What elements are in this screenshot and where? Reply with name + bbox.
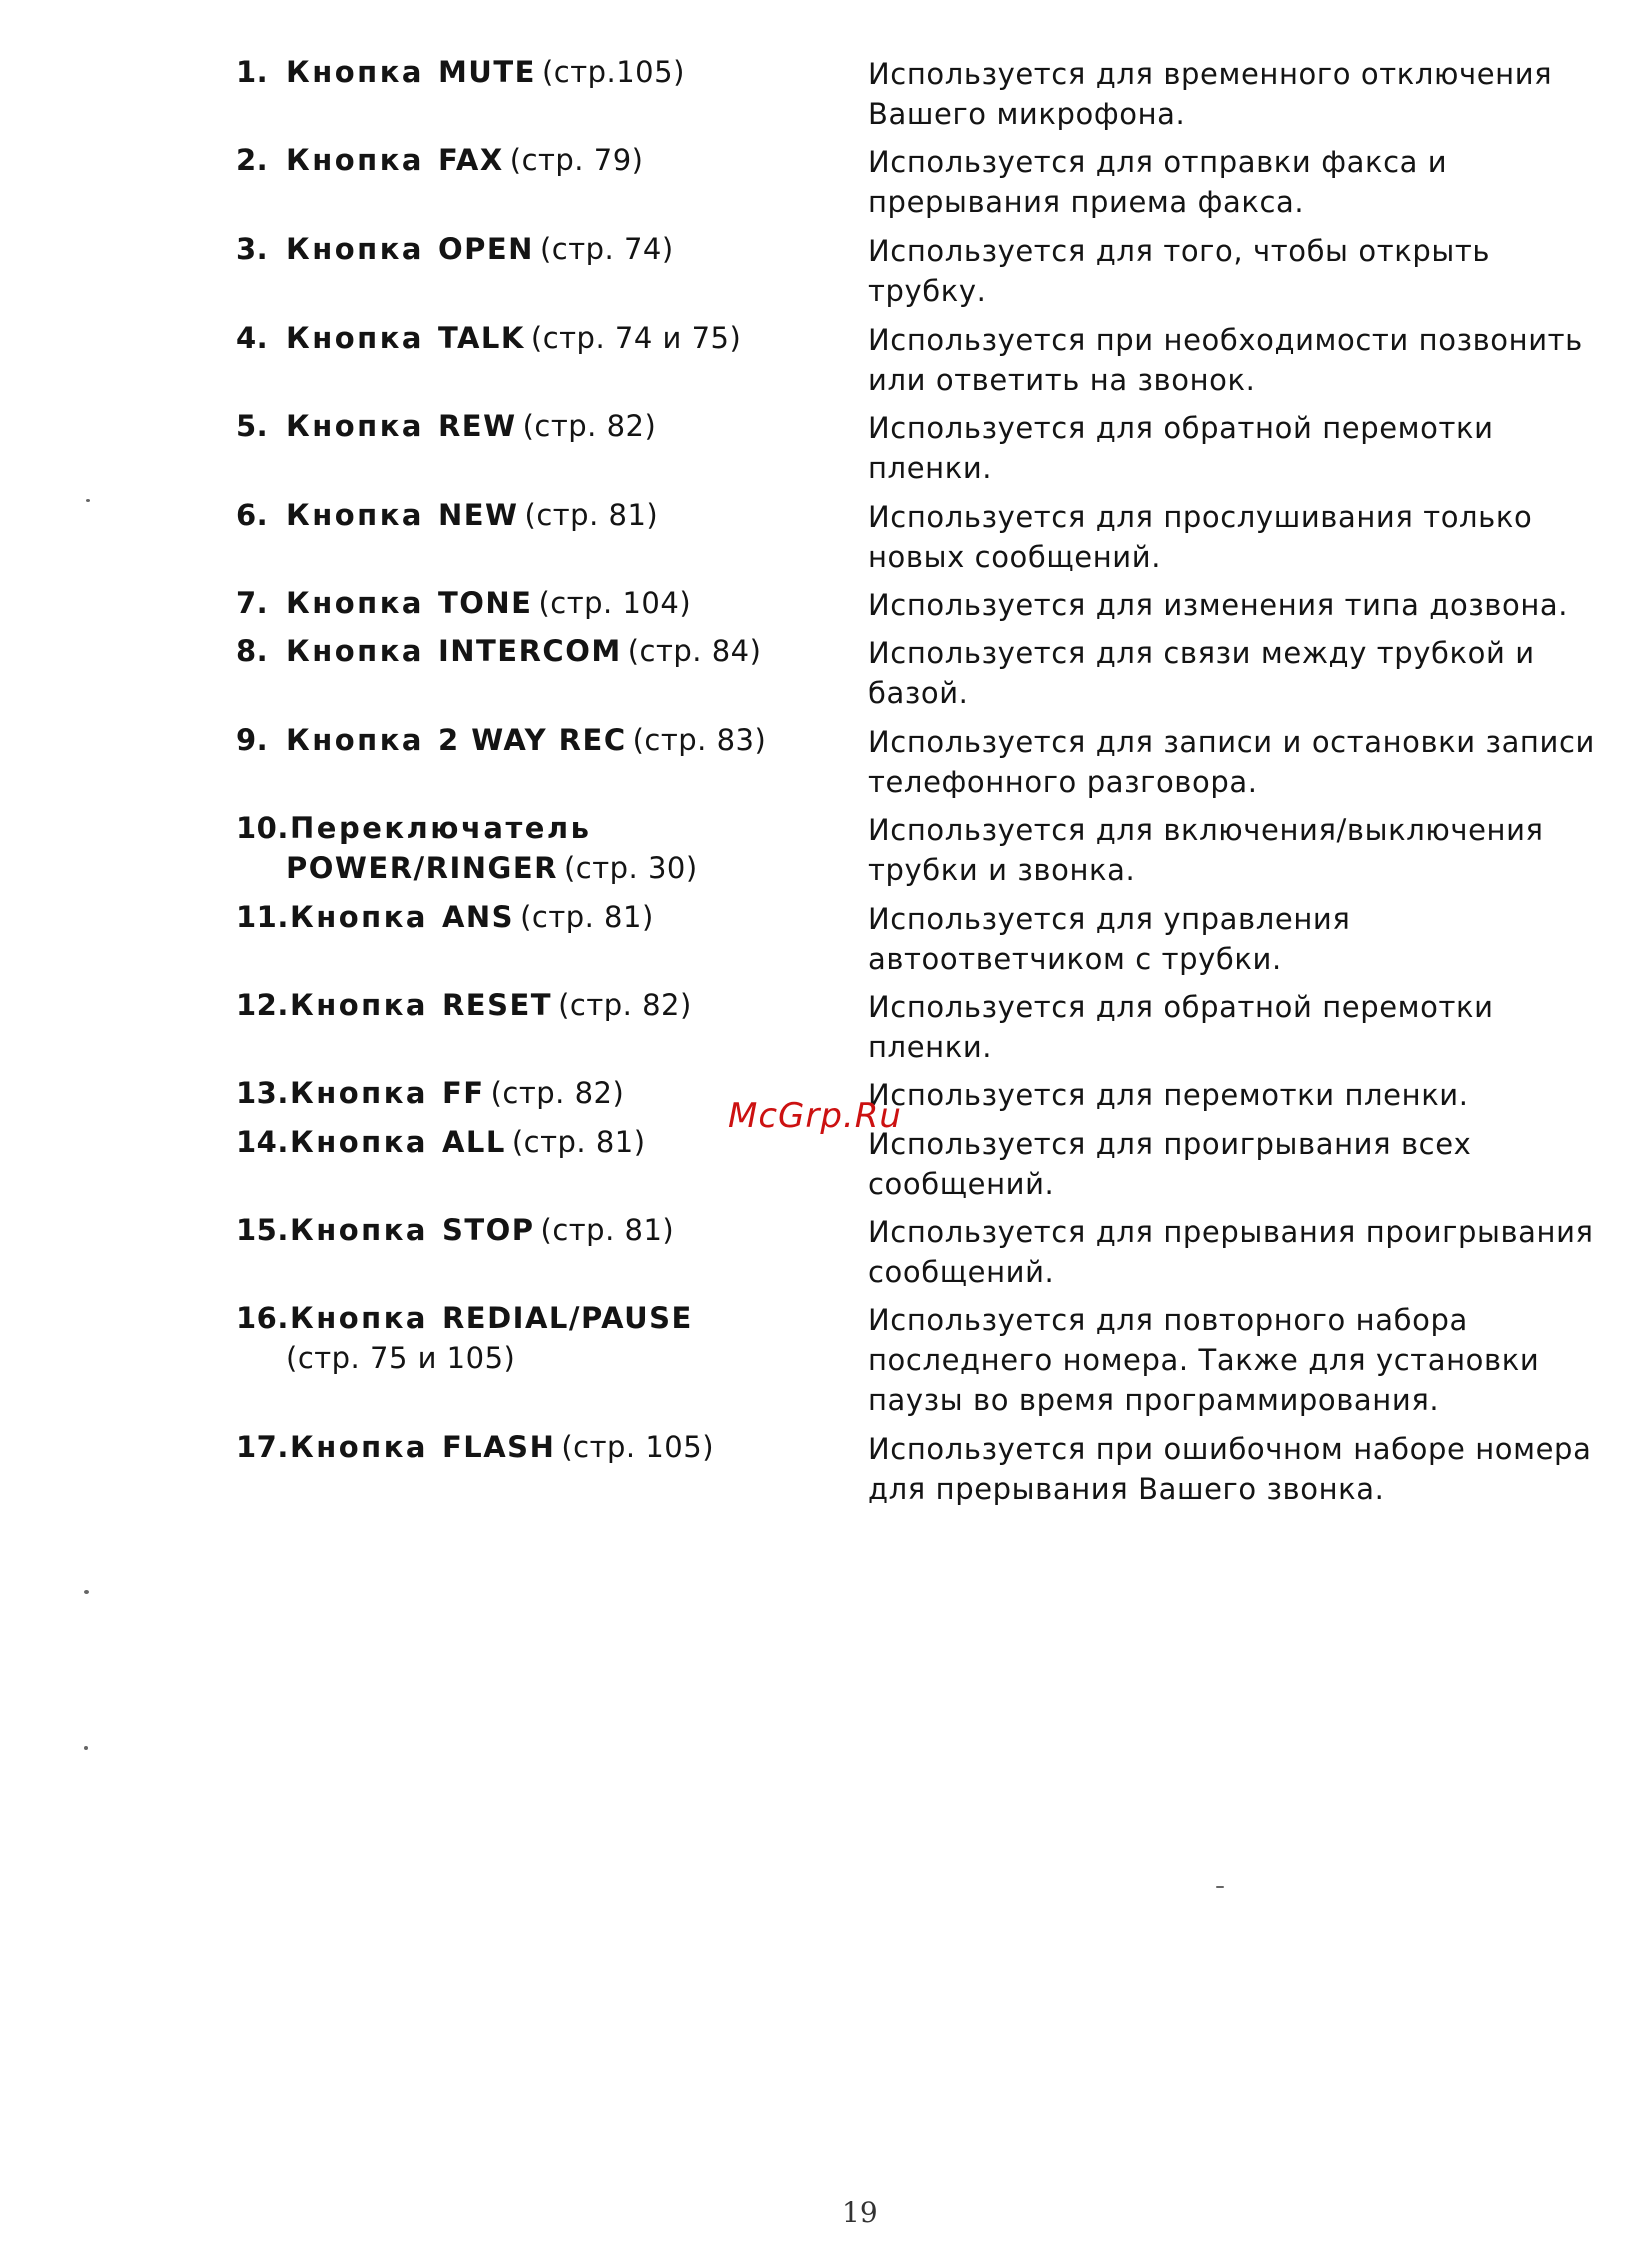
item-number: 15. <box>236 1213 289 1247</box>
button-name: STOP <box>441 1213 535 1247</box>
button-name: OPEN <box>437 232 534 266</box>
item-description: Используется для проигрывания всех сообщений. <box>868 1127 1472 1201</box>
item-keyword: Кнопка <box>290 1076 428 1110</box>
page-number: 19 <box>842 2196 878 2229</box>
button-name: TALK <box>437 321 525 355</box>
item-number: 4. <box>236 321 269 355</box>
item-keyword: Кнопка <box>290 1430 428 1464</box>
item-keyword: Кнопка <box>286 55 424 89</box>
item-term-line2 <box>236 1338 836 1378</box>
item-description: Используется для записи и остановки записи телефонного разговора. <box>868 725 1595 799</box>
page-reference: (стр. 104) <box>538 586 692 620</box>
item-keyword: Кнопка <box>290 1213 428 1247</box>
item-number: 3. <box>236 232 269 266</box>
page-reference: (стр. 81) <box>540 1213 675 1247</box>
page-reference: (стр.105) <box>541 55 685 89</box>
item-description: Используется для временного отключения Вашего микрофона. <box>868 57 1553 131</box>
item-term <box>236 1427 836 1467</box>
item-description: Используется для повторного набора последнего номера. Также для установки паузы во время программирования. <box>868 1303 1540 1417</box>
item-number: 2. <box>236 143 269 177</box>
item-description: Используется для обратной перемотки пленки. <box>868 411 1494 485</box>
button-name: FAX <box>437 143 504 177</box>
page-reference: (стр. 105) <box>561 1430 715 1464</box>
item-description: Используется для того, чтобы открыть трубку. <box>868 234 1491 308</box>
item-keyword: Кнопка <box>286 634 424 668</box>
item-term <box>236 583 836 623</box>
button-name: ANS <box>441 900 515 934</box>
item-keyword: Переключатель <box>290 811 592 845</box>
item-description: Используется для перемотки пленки. <box>868 1078 1469 1112</box>
item-term <box>236 1298 836 1378</box>
item-keyword: Кнопка <box>286 498 424 532</box>
item-number: 9. <box>236 723 269 757</box>
item-number: 16. <box>236 1301 289 1335</box>
item-term <box>236 229 836 269</box>
item-description: Используется при ошибочном наборе номера для прерывания Вашего звонка. <box>868 1432 1592 1506</box>
item-term <box>236 140 836 180</box>
watermark: McGrp.Ru <box>728 1096 902 1136</box>
item-number: 8. <box>236 634 269 668</box>
item-term <box>236 406 836 446</box>
scan-speck <box>1216 1886 1224 1888</box>
item-term <box>236 318 836 358</box>
button-name: 2 WAY REC <box>437 723 627 757</box>
page-reference: (стр. 81) <box>520 900 654 934</box>
item-number: 1. <box>236 55 269 89</box>
item-keyword: Кнопка <box>290 900 428 934</box>
page-reference: (стр. 81) <box>511 1125 646 1159</box>
item-number: 10. <box>236 811 289 845</box>
item-keyword: Кнопка <box>286 143 424 177</box>
item-term <box>236 720 836 760</box>
item-description: Используется для прерывания проигрывания сообщений. <box>868 1215 1594 1289</box>
page-reference: (стр. 30) <box>563 851 698 885</box>
item-description: Используется при необходимости позвонить или ответить на звонок. <box>868 323 1583 397</box>
item-description: Используется для управления автоответчиком с трубки. <box>868 902 1351 976</box>
item-description: Используется для связи между трубкой и базой. <box>868 636 1535 710</box>
page-reference: (стр. 82) <box>522 409 657 443</box>
item-keyword: Кнопка <box>290 1125 428 1159</box>
page-reference: (стр. 82) <box>490 1076 625 1110</box>
button-name: REW <box>437 409 517 443</box>
page-reference: (стр. 81) <box>524 498 659 532</box>
item-number: 7. <box>236 586 269 620</box>
item-number: 12. <box>236 988 289 1022</box>
item-number: 17. <box>236 1430 289 1464</box>
item-description: Используется для отправки факса и прерывания приема факса. <box>868 145 1448 219</box>
page-reference: (стр. 74) <box>539 232 674 266</box>
item-term <box>236 495 836 535</box>
item-description: Используется для обратной перемотки пленки. <box>868 990 1494 1064</box>
item-description: Используется для прослушивания только новых сообщений. <box>868 500 1533 574</box>
item-keyword: Кнопка <box>290 1301 428 1335</box>
button-name: REDIAL/PAUSE <box>441 1301 693 1335</box>
page-reference: (стр. 82) <box>558 988 692 1022</box>
item-term <box>236 985 836 1025</box>
page-reference: (стр. 75 и 105) <box>286 1341 516 1375</box>
item-term <box>236 631 836 671</box>
item-term <box>236 897 836 937</box>
page-reference: (стр. 74 и 75) <box>530 321 742 355</box>
item-number: 14. <box>236 1125 289 1159</box>
item-keyword: Кнопка <box>286 723 424 757</box>
item-term <box>236 1210 836 1250</box>
item-number: 5. <box>236 409 269 443</box>
button-name: POWER/RINGER <box>286 851 558 885</box>
button-name: FF <box>441 1076 485 1110</box>
item-term <box>236 52 836 92</box>
item-term <box>236 808 836 888</box>
item-number: 13. <box>236 1076 289 1110</box>
button-name: MUTE <box>437 55 536 89</box>
scan-speck <box>84 1746 88 1750</box>
button-name: NEW <box>437 498 519 532</box>
button-name: FLASH <box>441 1430 556 1464</box>
item-keyword: Кнопка <box>286 586 424 620</box>
item-description: Используется для включения/выключения трубки и звонка. <box>868 813 1544 887</box>
item-keyword: Кнопка <box>286 409 424 443</box>
item-keyword: Кнопка <box>290 988 428 1022</box>
item-number: 11. <box>236 900 289 934</box>
item-number: 6. <box>236 498 269 532</box>
item-term-line2 <box>236 848 836 888</box>
item-keyword: Кнопка <box>286 232 424 266</box>
page-reference: (стр. 83) <box>632 723 767 757</box>
button-name: RESET <box>441 988 553 1022</box>
item-keyword: Кнопка <box>286 321 424 355</box>
button-name: ALL <box>441 1125 506 1159</box>
button-name: INTERCOM <box>437 634 622 668</box>
item-description: Используется для изменения типа дозвона. <box>868 588 1569 622</box>
button-name: TONE <box>437 586 533 620</box>
scan-speck <box>86 499 90 502</box>
scan-speck <box>84 1590 89 1594</box>
page-reference: (стр. 84) <box>627 634 762 668</box>
page-reference: (стр. 79) <box>509 143 644 177</box>
